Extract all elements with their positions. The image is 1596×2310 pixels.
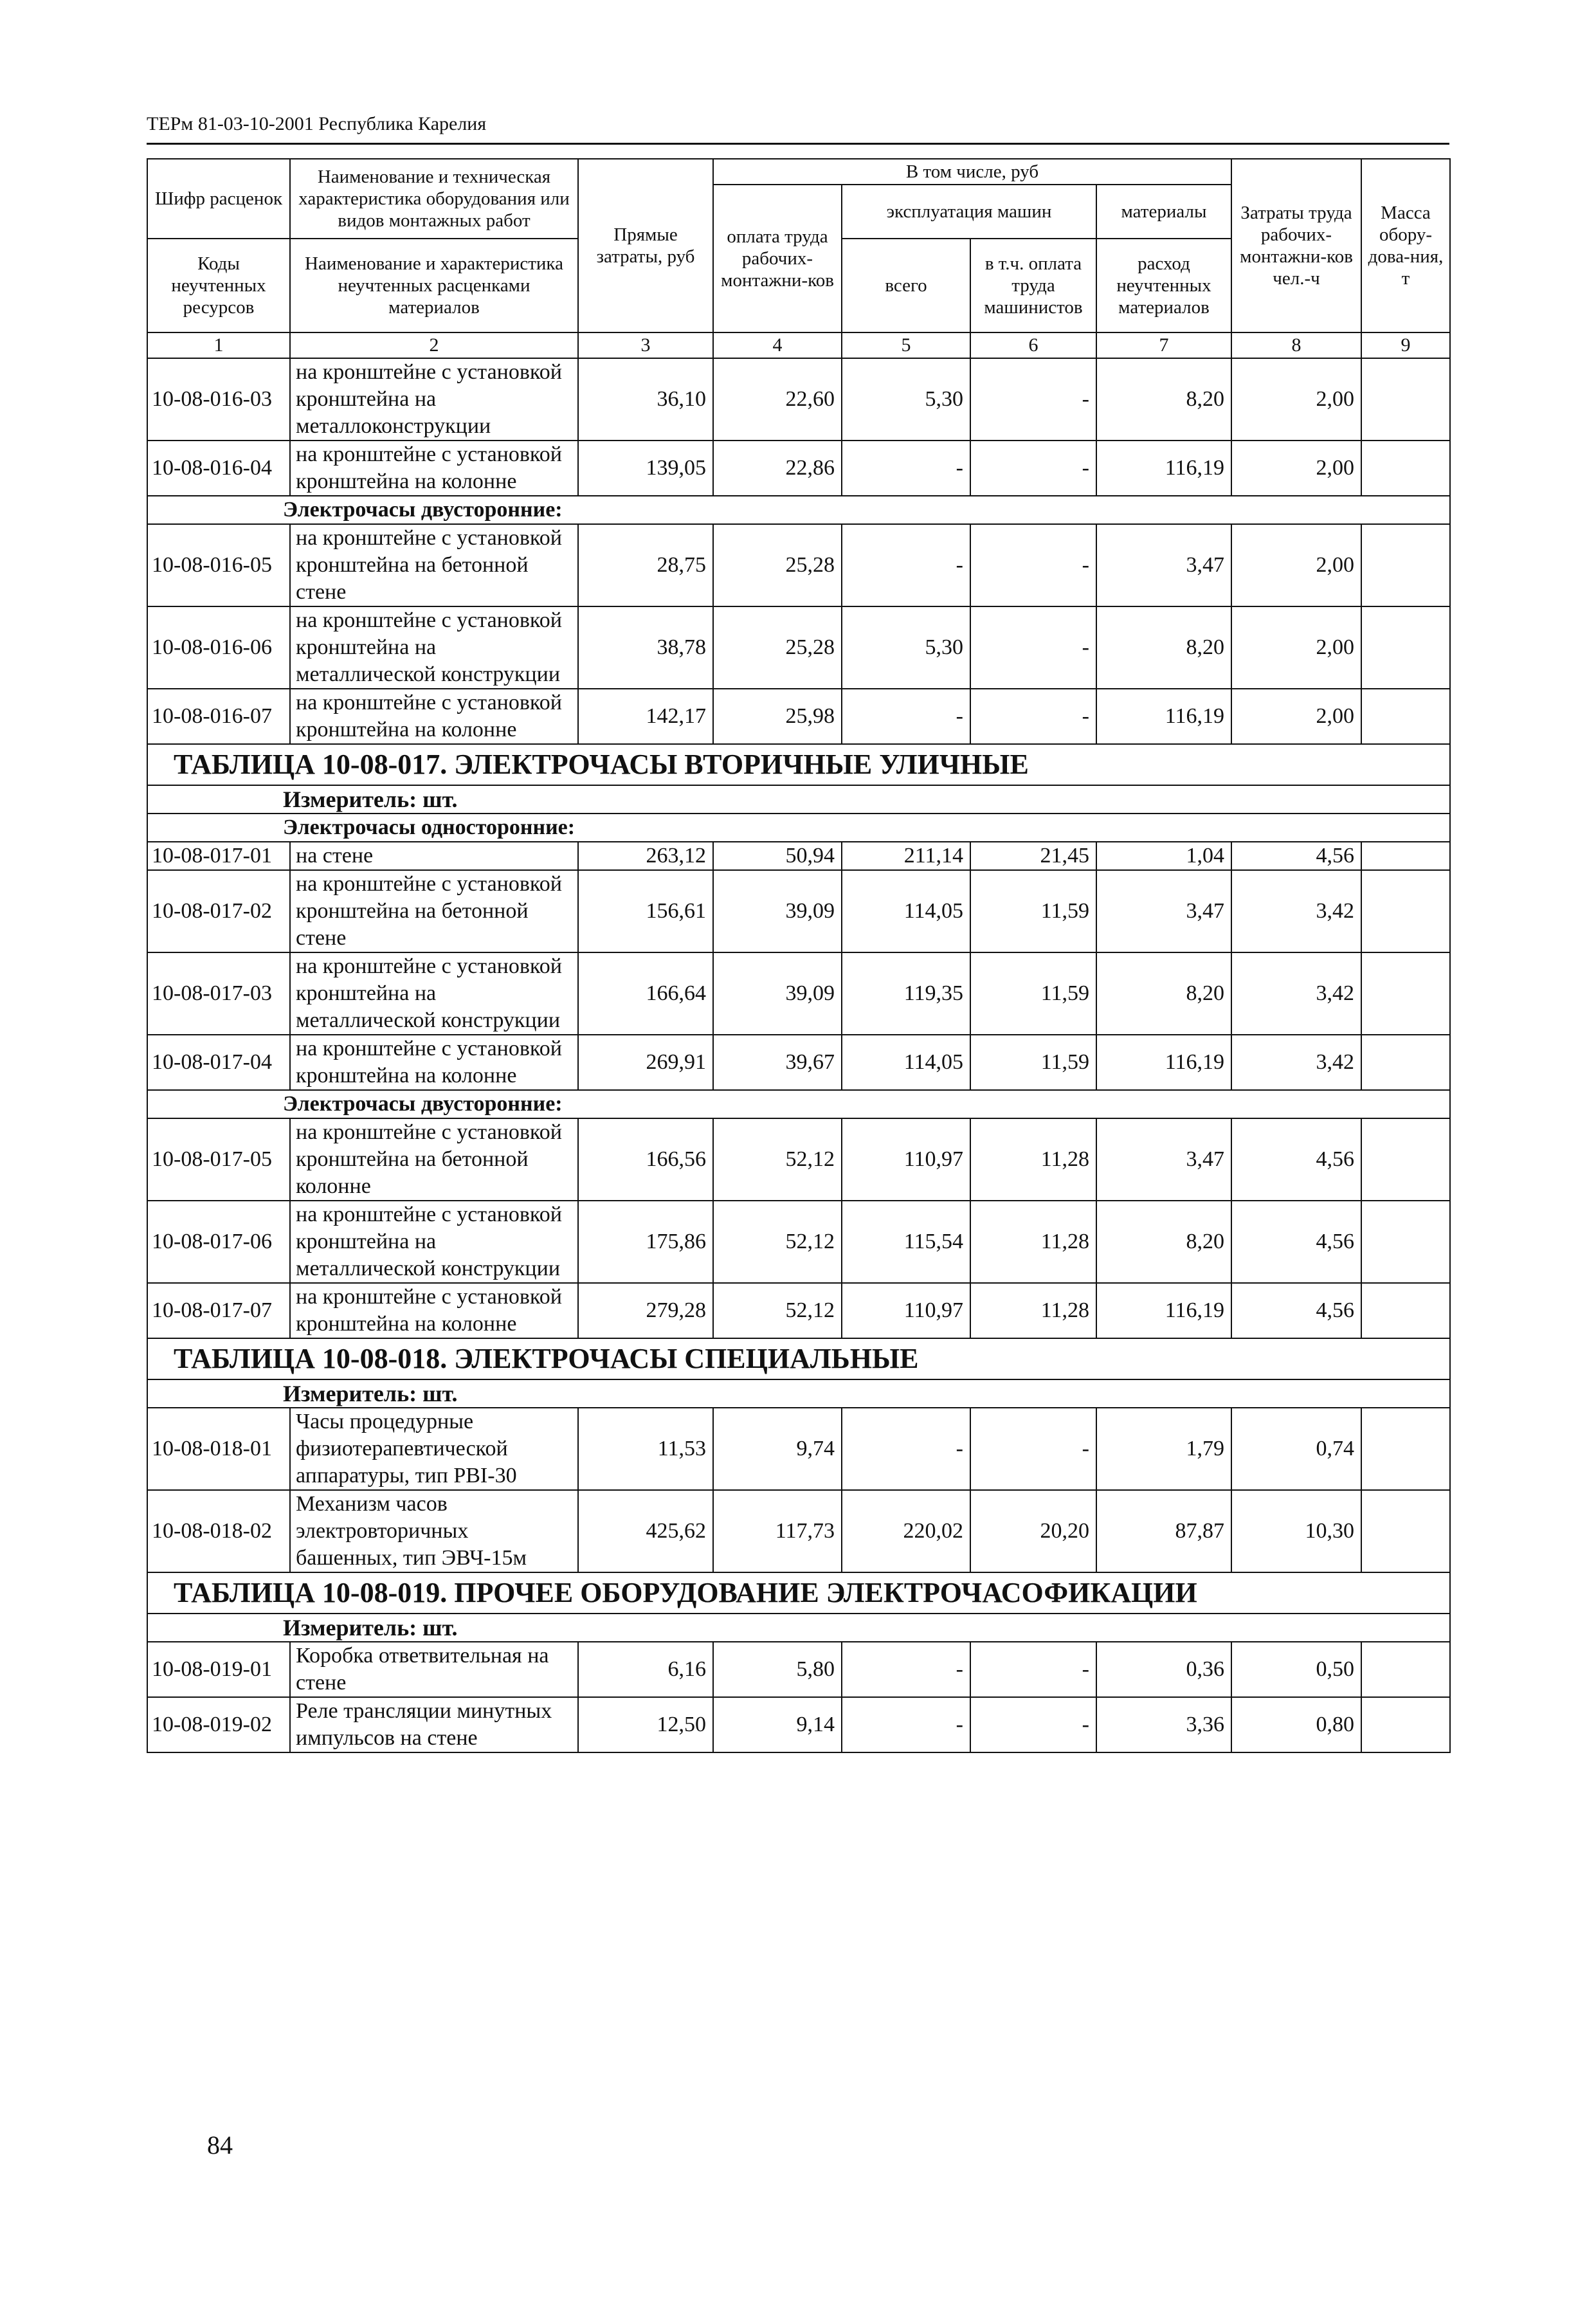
rate-code: 10-08-018-01 (147, 1408, 290, 1490)
work-description: Коробка ответвительная на стене (290, 1642, 578, 1697)
column-number: 3 (578, 332, 713, 358)
table-row (147, 952, 1450, 1035)
work-description: на кронштейне с установкой кронштейна на бетонной стене (290, 870, 578, 952)
equipment-mass-value (1361, 441, 1450, 496)
work-description: Часы процедурные физиотерапевтической аппаратуры, тип РВI-30 (290, 1408, 578, 1490)
machines-total-value: 211,14 (842, 842, 970, 870)
materials-value: 8,20 (1096, 952, 1231, 1035)
table-row (147, 1408, 1450, 1490)
table-row (147, 689, 1450, 744)
materials-value: 116,19 (1096, 1283, 1231, 1338)
header-operators-wages: в т.ч. оплата труда машинистов (970, 239, 1096, 332)
column-number: 6 (970, 332, 1096, 358)
equipment-mass-value (1361, 606, 1450, 689)
work-description: на кронштейне с установкой кронштейна на металлоконструкции (290, 358, 578, 441)
rate-code: 10-08-017-02 (147, 870, 290, 952)
equipment-mass-value (1361, 1408, 1450, 1490)
wages-value: 50,94 (713, 842, 842, 870)
materials-value: 8,20 (1096, 1201, 1231, 1283)
rate-code: 10-08-016-03 (147, 358, 290, 441)
operators-wages-value: - (970, 441, 1096, 496)
subsection-title: Электрочасы двусторонние: (147, 496, 1450, 524)
machines-total-value: 114,05 (842, 1035, 970, 1090)
column-number: 4 (713, 332, 842, 358)
rate-code: 10-08-017-01 (147, 842, 290, 870)
labor-hours-value: 3,42 (1231, 870, 1361, 952)
direct-costs-value: 166,64 (578, 952, 713, 1035)
direct-costs-value: 11,53 (578, 1408, 713, 1490)
operators-wages-value: 21,45 (970, 842, 1096, 870)
header-name: Наименование и техническая характеристика оборудования или видов монтажных работ (290, 159, 578, 239)
materials-value: 8,20 (1096, 358, 1231, 441)
table-heading-row (147, 744, 1450, 785)
header-direct-costs: Прямые затраты, руб (578, 159, 713, 332)
unit-label: Измеритель: шт. (147, 1614, 1450, 1642)
work-description: на стене (290, 842, 578, 870)
header-labor-hours: Затраты труда рабочих-монтажни-ков чел.-ч (1231, 159, 1361, 332)
materials-value: 116,19 (1096, 689, 1231, 744)
operators-wages-value: 11,59 (970, 952, 1096, 1035)
machines-total-value: 115,54 (842, 1201, 970, 1283)
equipment-mass-value (1361, 689, 1450, 744)
direct-costs-value: 156,61 (578, 870, 713, 952)
labor-hours-value: 3,42 (1231, 952, 1361, 1035)
rate-code: 10-08-017-03 (147, 952, 290, 1035)
operators-wages-value: - (970, 689, 1096, 744)
labor-hours-value: 10,30 (1231, 1490, 1361, 1572)
wages-value: 22,86 (713, 441, 842, 496)
wages-value: 117,73 (713, 1490, 842, 1572)
operators-wages-value: 11,59 (970, 1035, 1096, 1090)
table-row (147, 1697, 1450, 1752)
direct-costs-value: 6,16 (578, 1642, 713, 1697)
column-number: 5 (842, 332, 970, 358)
table-row (147, 842, 1450, 870)
machines-total-value: 114,05 (842, 870, 970, 952)
direct-costs-value: 28,75 (578, 524, 713, 606)
machines-total-value: 119,35 (842, 952, 970, 1035)
operators-wages-value: 11,28 (970, 1118, 1096, 1201)
work-description: на кронштейне с установкой кронштейна на бетонной колонне (290, 1118, 578, 1201)
rate-code: 10-08-016-06 (147, 606, 290, 689)
machines-total-value: - (842, 1642, 970, 1697)
operators-wages-value: - (970, 1642, 1096, 1697)
unit-label: Измеритель: шт. (147, 1379, 1450, 1408)
unit-row (147, 1379, 1450, 1408)
labor-hours-value: 0,50 (1231, 1642, 1361, 1697)
materials-value: 3,36 (1096, 1697, 1231, 1752)
operators-wages-value: - (970, 358, 1096, 441)
table-heading-row (147, 1572, 1450, 1614)
column-number: 2 (290, 332, 578, 358)
equipment-mass-value (1361, 524, 1450, 606)
subsection-title: Электрочасы односторонние: (147, 814, 1450, 842)
wages-value: 39,67 (713, 1035, 842, 1090)
subsection-title: Электрочасы двусторонние: (147, 1090, 1450, 1118)
header-resource-codes: Коды неучтенных ресурсов (147, 239, 290, 332)
rate-code: 10-08-018-02 (147, 1490, 290, 1572)
column-number: 9 (1361, 332, 1450, 358)
operators-wages-value: - (970, 524, 1096, 606)
table-row (147, 524, 1450, 606)
work-description: на кронштейне с установкой кронштейна на металлической конструкции (290, 606, 578, 689)
equipment-mass-value (1361, 1697, 1450, 1752)
header-machines-total: всего (842, 239, 970, 332)
operators-wages-value: 11,28 (970, 1201, 1096, 1283)
header-code: Шифр расценок (147, 159, 290, 239)
wages-value: 25,28 (713, 606, 842, 689)
labor-hours-value: 2,00 (1231, 441, 1361, 496)
materials-value: 1,04 (1096, 842, 1231, 870)
work-description: на кронштейне с установкой кронштейна на колонне (290, 689, 578, 744)
header-rule (147, 143, 1449, 145)
materials-value: 3,47 (1096, 870, 1231, 952)
direct-costs-value: 166,56 (578, 1118, 713, 1201)
materials-value: 116,19 (1096, 441, 1231, 496)
work-description: Механизм часов электровторичных башенных, тип ЭВЧ-15м (290, 1490, 578, 1572)
machines-total-value: 110,97 (842, 1118, 970, 1201)
labor-hours-value: 0,74 (1231, 1408, 1361, 1490)
materials-value: 116,19 (1096, 1035, 1231, 1090)
header-materials: материалы (1096, 185, 1231, 239)
table-row (147, 870, 1450, 952)
table-heading-row (147, 1338, 1450, 1379)
equipment-mass-value (1361, 1642, 1450, 1697)
column-number: 8 (1231, 332, 1361, 358)
direct-costs-value: 269,91 (578, 1035, 713, 1090)
subsection-row (147, 1090, 1450, 1118)
header-wages: оплата труда рабочих-монтажни-ков (713, 185, 842, 332)
table-row (147, 1642, 1450, 1697)
machines-total-value: - (842, 441, 970, 496)
machines-total-value: 5,30 (842, 358, 970, 441)
rate-code: 10-08-019-02 (147, 1697, 290, 1752)
operators-wages-value: 20,20 (970, 1490, 1096, 1572)
column-number-row (147, 332, 1450, 358)
materials-value: 0,36 (1096, 1642, 1231, 1697)
work-description: на кронштейне с установкой кронштейна на металлической конструкции (290, 952, 578, 1035)
materials-value: 3,47 (1096, 524, 1231, 606)
work-description: на кронштейне с установкой кронштейна на бетонной стене (290, 524, 578, 606)
machines-total-value: - (842, 1408, 970, 1490)
operators-wages-value: - (970, 606, 1096, 689)
subsection-row (147, 814, 1450, 842)
materials-value: 8,20 (1096, 606, 1231, 689)
work-description: на кронштейне с установкой кронштейна на колонне (290, 441, 578, 496)
labor-hours-value: 2,00 (1231, 524, 1361, 606)
unit-label: Измеритель: шт. (147, 785, 1450, 814)
column-number: 1 (147, 332, 290, 358)
wages-value: 52,12 (713, 1283, 842, 1338)
labor-hours-value: 0,80 (1231, 1697, 1361, 1752)
operators-wages-value: - (970, 1408, 1096, 1490)
wages-value: 39,09 (713, 870, 842, 952)
work-description: на кронштейне с установкой кронштейна на колонне (290, 1283, 578, 1338)
direct-costs-value: 12,50 (578, 1697, 713, 1752)
equipment-mass-value (1361, 1490, 1450, 1572)
work-description: на кронштейне с установкой кронштейна на металлической конструкции (290, 1201, 578, 1283)
wages-value: 39,09 (713, 952, 842, 1035)
wages-value: 52,12 (713, 1201, 842, 1283)
equipment-mass-value (1361, 1118, 1450, 1201)
table-row (147, 1035, 1450, 1090)
machines-total-value: - (842, 524, 970, 606)
equipment-mass-value (1361, 1035, 1450, 1090)
labor-hours-value: 4,56 (1231, 1201, 1361, 1283)
header-unaccounted-materials: расход неучтенных материалов (1096, 239, 1231, 332)
rate-code: 10-08-016-07 (147, 689, 290, 744)
wages-value: 22,60 (713, 358, 842, 441)
operators-wages-value: - (970, 1697, 1096, 1752)
wages-value: 25,98 (713, 689, 842, 744)
unit-row (147, 785, 1450, 814)
labor-hours-value: 4,56 (1231, 1118, 1361, 1201)
header-materials-name: Наименование и характеристика неучтенных расценками материалов (290, 239, 578, 332)
operators-wages-value: 11,59 (970, 870, 1096, 952)
wages-value: 25,28 (713, 524, 842, 606)
direct-costs-value: 38,78 (578, 606, 713, 689)
header-group: В том числе, руб (713, 159, 1231, 185)
table-heading: ТАБЛИЦА 10-08-017. ЭЛЕКТРОЧАСЫ ВТОРИЧНЫЕ УЛИЧНЫЕ (147, 744, 1450, 785)
header-equipment-mass: Масса обору-дова-ния, т (1361, 159, 1450, 332)
table-row (147, 606, 1450, 689)
equipment-mass-value (1361, 358, 1450, 441)
labor-hours-value: 2,00 (1231, 606, 1361, 689)
document-header: ТЕРм 81-03-10-2001 Республика Карелия (147, 113, 487, 134)
rate-code: 10-08-017-06 (147, 1201, 290, 1283)
direct-costs-value: 139,05 (578, 441, 713, 496)
direct-costs-value: 142,17 (578, 689, 713, 744)
rate-code: 10-08-017-05 (147, 1118, 290, 1201)
direct-costs-value: 36,10 (578, 358, 713, 441)
labor-hours-value: 2,00 (1231, 689, 1361, 744)
wages-value: 52,12 (713, 1118, 842, 1201)
equipment-mass-value (1361, 952, 1450, 1035)
wages-value: 5,80 (713, 1642, 842, 1697)
machines-total-value: - (842, 689, 970, 744)
rate-code: 10-08-016-05 (147, 524, 290, 606)
operators-wages-value: 11,28 (970, 1283, 1096, 1338)
direct-costs-value: 279,28 (578, 1283, 713, 1338)
table-row (147, 1201, 1450, 1283)
machines-total-value: - (842, 1697, 970, 1752)
machines-total-value: 5,30 (842, 606, 970, 689)
labor-hours-value: 2,00 (1231, 358, 1361, 441)
machines-total-value: 220,02 (842, 1490, 970, 1572)
materials-value: 1,79 (1096, 1408, 1231, 1490)
table-row (147, 358, 1450, 441)
equipment-mass-value (1361, 870, 1450, 952)
rate-code: 10-08-017-07 (147, 1283, 290, 1338)
direct-costs-value: 175,86 (578, 1201, 713, 1283)
wages-value: 9,74 (713, 1408, 842, 1490)
equipment-mass-value (1361, 842, 1450, 870)
page-number: 84 (207, 2131, 233, 2160)
rate-code: 10-08-016-04 (147, 441, 290, 496)
labor-hours-value: 4,56 (1231, 842, 1361, 870)
table-heading: ТАБЛИЦА 10-08-018. ЭЛЕКТРОЧАСЫ СПЕЦИАЛЬНЫЕ (147, 1338, 1450, 1379)
rate-code: 10-08-017-04 (147, 1035, 290, 1090)
work-description: на кронштейне с установкой кронштейна на колонне (290, 1035, 578, 1090)
table-row (147, 1490, 1450, 1572)
direct-costs-value: 263,12 (578, 842, 713, 870)
header-machines: эксплуатация машин (842, 185, 1096, 239)
table-heading: ТАБЛИЦА 10-08-019. ПРОЧЕЕ ОБОРУДОВАНИЕ ЭЛЕКТРОЧАСОФИКАЦИИ (147, 1572, 1450, 1614)
table-row (147, 441, 1450, 496)
table-row (147, 1118, 1450, 1201)
equipment-mass-value (1361, 1201, 1450, 1283)
labor-hours-value: 3,42 (1231, 1035, 1361, 1090)
machines-total-value: 110,97 (842, 1283, 970, 1338)
equipment-mass-value (1361, 1283, 1450, 1338)
subsection-row (147, 496, 1450, 524)
wages-value: 9,14 (713, 1697, 842, 1752)
materials-value: 3,47 (1096, 1118, 1231, 1201)
labor-hours-value: 4,56 (1231, 1283, 1361, 1338)
direct-costs-value: 425,62 (578, 1490, 713, 1572)
materials-value: 87,87 (1096, 1490, 1231, 1572)
price-table (147, 158, 1451, 1753)
table-row (147, 1283, 1450, 1338)
rate-code: 10-08-019-01 (147, 1642, 290, 1697)
column-number: 7 (1096, 332, 1231, 358)
work-description: Реле трансляции минутных импульсов на стене (290, 1697, 578, 1752)
unit-row (147, 1614, 1450, 1642)
